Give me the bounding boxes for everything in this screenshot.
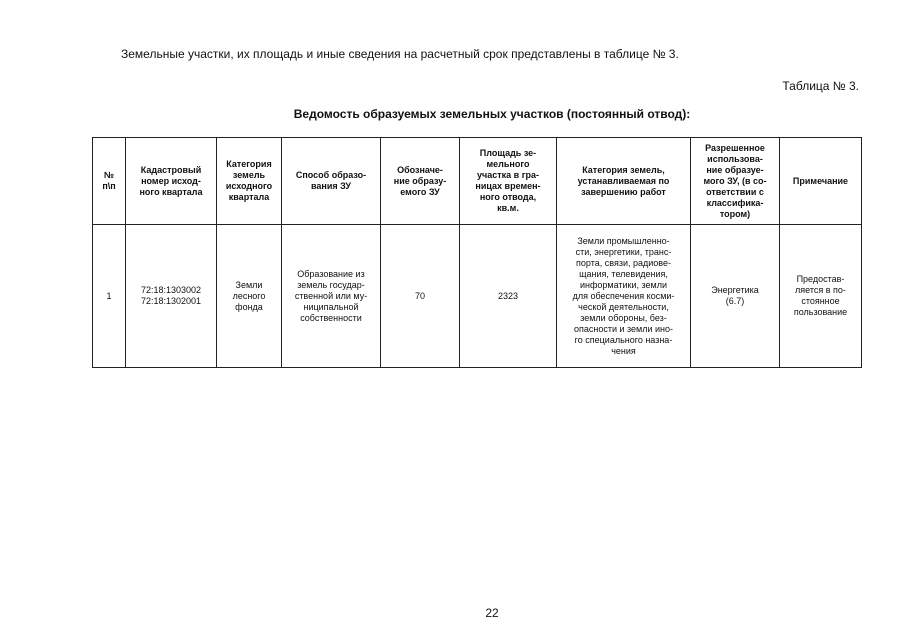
header-source-land-category: Категория земель исходного квартала xyxy=(217,138,282,225)
land-plots-table xyxy=(92,137,862,368)
header-plot-designation: Обозначе- ние образу- емого ЗУ xyxy=(381,138,460,225)
cell-cadastral-number: 72:18:1303002 72:18:1302001 xyxy=(126,225,217,368)
table-header-row xyxy=(93,138,862,225)
header-number: № п\п xyxy=(93,138,126,225)
page-number: 22 xyxy=(485,606,499,620)
intro-paragraph: Земельные участки, их площадь и иные сведения на расчетный срок представлены в таблице № 3. xyxy=(121,47,679,61)
cell-target-land-category: Земли промышленно- сти, энергетики, транс- порта, связи, радиове- щания, телевидения, информатики, земли для обеспечения косми- ческой деятельности, земли обороны, без- опасности и земли ино- го специального назна- чения xyxy=(557,225,691,368)
header-plot-area: Площадь зе- мельного участка в гра- ницах времен- ного отвода, кв.м. xyxy=(460,138,557,225)
header-permitted-use: Разрешенное использова- ние образуе- мого ЗУ, (в со- ответствии с классифика- тором) xyxy=(691,138,780,225)
header-cadastral-number: Кадастровый номер исход- ного квартала xyxy=(126,138,217,225)
table-number-label: Таблица № 3. xyxy=(782,79,859,93)
table-row xyxy=(93,225,862,368)
cell-permitted-use: Энергетика (6.7) xyxy=(691,225,780,368)
cell-number: 1 xyxy=(93,225,126,368)
cell-plot-area: 2323 xyxy=(460,225,557,368)
cell-source-land-category: Земли лесного фонда xyxy=(217,225,282,368)
header-note: Примечание xyxy=(780,138,862,225)
cell-formation-method: Образование из земель государ- ственной или му- ниципальной собственности xyxy=(282,225,381,368)
table-title: Ведомость образуемых земельных участков (постоянный отвод): xyxy=(293,107,691,121)
header-formation-method: Способ образо- вания ЗУ xyxy=(282,138,381,225)
header-target-land-category: Категория земель, устанавливаемая по завершению работ xyxy=(557,138,691,225)
cell-note: Предостав- ляется в по- стоянное пользование xyxy=(780,225,862,368)
cell-plot-designation: 70 xyxy=(381,225,460,368)
